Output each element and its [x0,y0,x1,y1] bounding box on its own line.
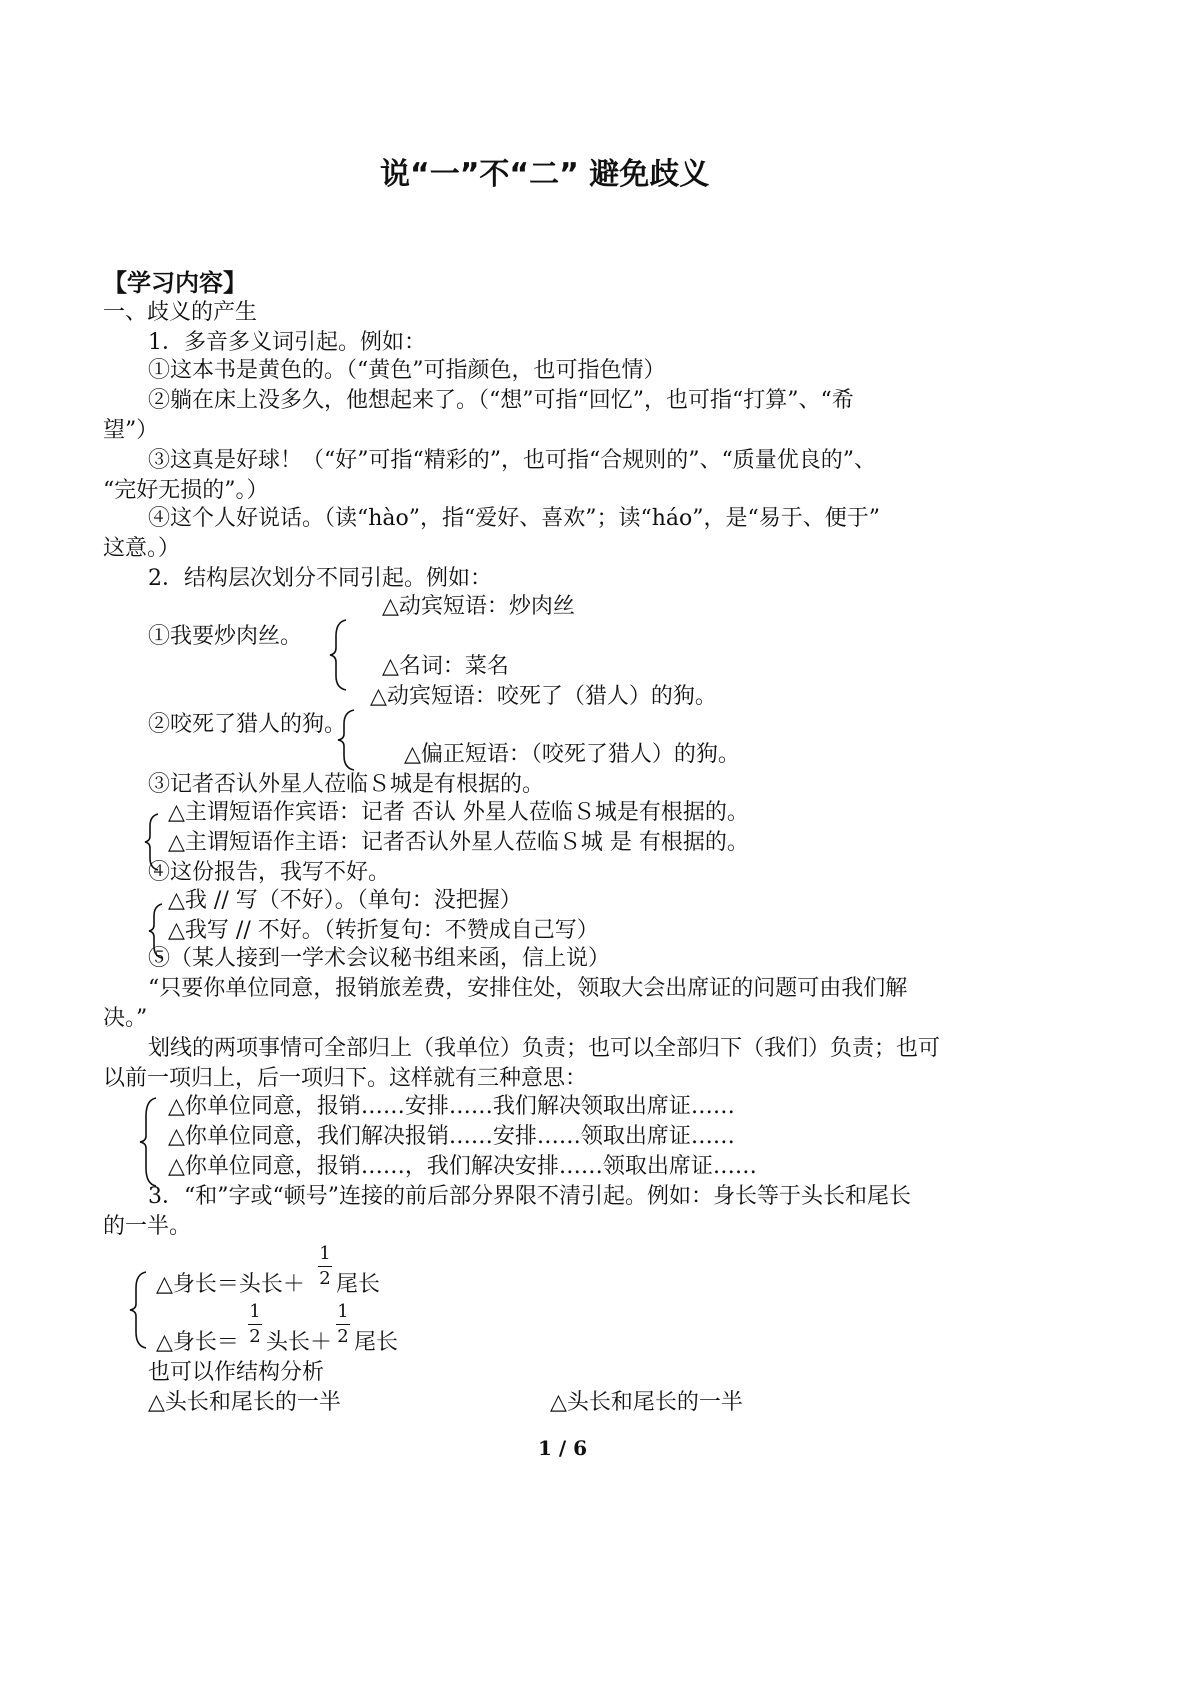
p1-example-4b: 这意。） [103,536,181,561]
p1-intro: 1．多音多义词引起。例如： [148,330,426,355]
formula-1-part-b: 尾长 [336,1272,381,1297]
formula-1-part-a: △身长＝头长＋ [156,1272,305,1297]
fraction-one-half [318,1244,332,1289]
fraction-denominator: 2 [319,1268,331,1289]
p2-ex5-quote-a: “只要你单位同意，报销旅差费，安排住处，领取大会出席证的问题可由我们解 [148,976,908,1001]
p3-intro-a: 3．“和”字或“顿号”连接的前后部分界限不清引起。例如：身长等于头长和尾长 [148,1184,911,1209]
fraction-numerator: 1 [249,1301,261,1322]
p2-ex4: ④这份报告，我写不好。 [148,860,391,885]
p3-left-analysis: △头长和尾长的一半 [148,1390,341,1415]
fraction-numerator: 1 [319,1243,331,1264]
p2-ex5-quote-b: 决。” [103,1006,148,1031]
p2-intro: 2．结构层次划分不同引起。例如： [148,566,492,591]
p1-example-3a: ③这真是好球！（“好”可指“精彩的”，也可指“合规则的”、“质量优良的”、 [148,448,876,473]
p2-ex5-explain-b: 以前一项归上，后一项归下。这样就有三种意思： [103,1066,588,1091]
brace-ex1 [328,618,352,692]
p2-ex5-option-1: △你单位同意，报销……安排……我们解决领取出席证…… [168,1094,735,1119]
p1-example-3b: “完好无损的”。） [103,478,269,503]
p3-right-analysis: △头长和尾长的一半 [550,1390,743,1415]
section-heading: 【学习内容】 [103,269,247,297]
formula-2-part-b: 头长＋ [266,1330,333,1355]
p2-ex5-option-3: △你单位同意，报销……，我们解决安排……领取出席证…… [168,1154,757,1179]
p3-also: 也可以作结构分析 [148,1360,325,1385]
fraction-one-half [248,1302,262,1347]
part1-heading: 一、歧义的产生 [103,300,258,325]
fraction-numerator: 1 [337,1301,349,1322]
fraction-one-half [336,1302,350,1347]
brace-formula [128,1270,150,1350]
p2-ex5: ⑤（某人接到一学术会议秘书组来函，信上说） [148,946,611,971]
page-title: 说“一”不“二” 避免歧义 [380,157,710,192]
formula-2-part-c: 尾长 [354,1330,399,1355]
fraction-denominator: 2 [337,1326,349,1347]
p2-ex2: ②咬死了猎人的狗。 [148,712,347,737]
p1-example-4a: ④这个人好说话。（读“hào”，指“爱好、喜欢”；读“háo”，是“易于、便于” [148,506,881,531]
p2-ex1-option-2: △名词：菜名 [382,654,509,679]
p2-ex3: ③记者否认外星人莅临Ｓ城是有根据的。 [148,772,545,797]
p1-example-1: ①这本书是黄色的。（“黄色”可指颜色，也可指色情） [148,358,666,383]
p1-example-2a: ②躺在床上没多久，他想起来了。（“想”可指“回忆”，也可指“打算”、“希 [148,388,854,413]
page-number: 1 / 6 [538,1436,588,1460]
formula-2-part-a: △身长＝ [156,1330,239,1355]
p2-ex4-option-1: △我 // 写（不好）。（单句：没把握） [168,888,522,913]
brace-ex5 [138,1096,160,1188]
p1-example-2b: 望”） [103,418,159,443]
brace-ex2 [336,708,360,772]
fraction-bar [336,1324,350,1325]
p2-ex1: ①我要炒肉丝。 [148,624,303,649]
fraction-bar [318,1266,332,1267]
p2-ex2-option-1: △动宾短语：咬死了（猎人）的狗。 [370,684,717,709]
p2-ex3-option-1: △主谓短语作宾语：记者 否认 外星人莅临Ｓ城是有根据的。 [168,800,749,825]
p2-ex5-option-2: △你单位同意，我们解决报销……安排……领取出席证…… [168,1124,735,1149]
p2-ex1-option-1: △动宾短语：炒肉丝 [382,594,575,619]
fraction-bar [248,1324,262,1325]
p2-ex4-option-2: △我写 // 不好。（转折复句：不赞成自己写） [168,918,599,943]
p3-intro-b: 的一半。 [103,1214,192,1239]
p2-ex5-explain-a: 划线的两项事情可全部归上（我单位）负责；也可以全部归下（我们）负责；也可 [148,1036,941,1061]
p2-ex2-option-2: △偏正短语：（咬死了猎人）的狗。 [404,742,740,767]
fraction-denominator: 2 [249,1326,261,1347]
p2-ex3-option-2: △主谓短语作主语：记者否认外星人莅临Ｓ城 是 有根据的。 [168,830,749,855]
